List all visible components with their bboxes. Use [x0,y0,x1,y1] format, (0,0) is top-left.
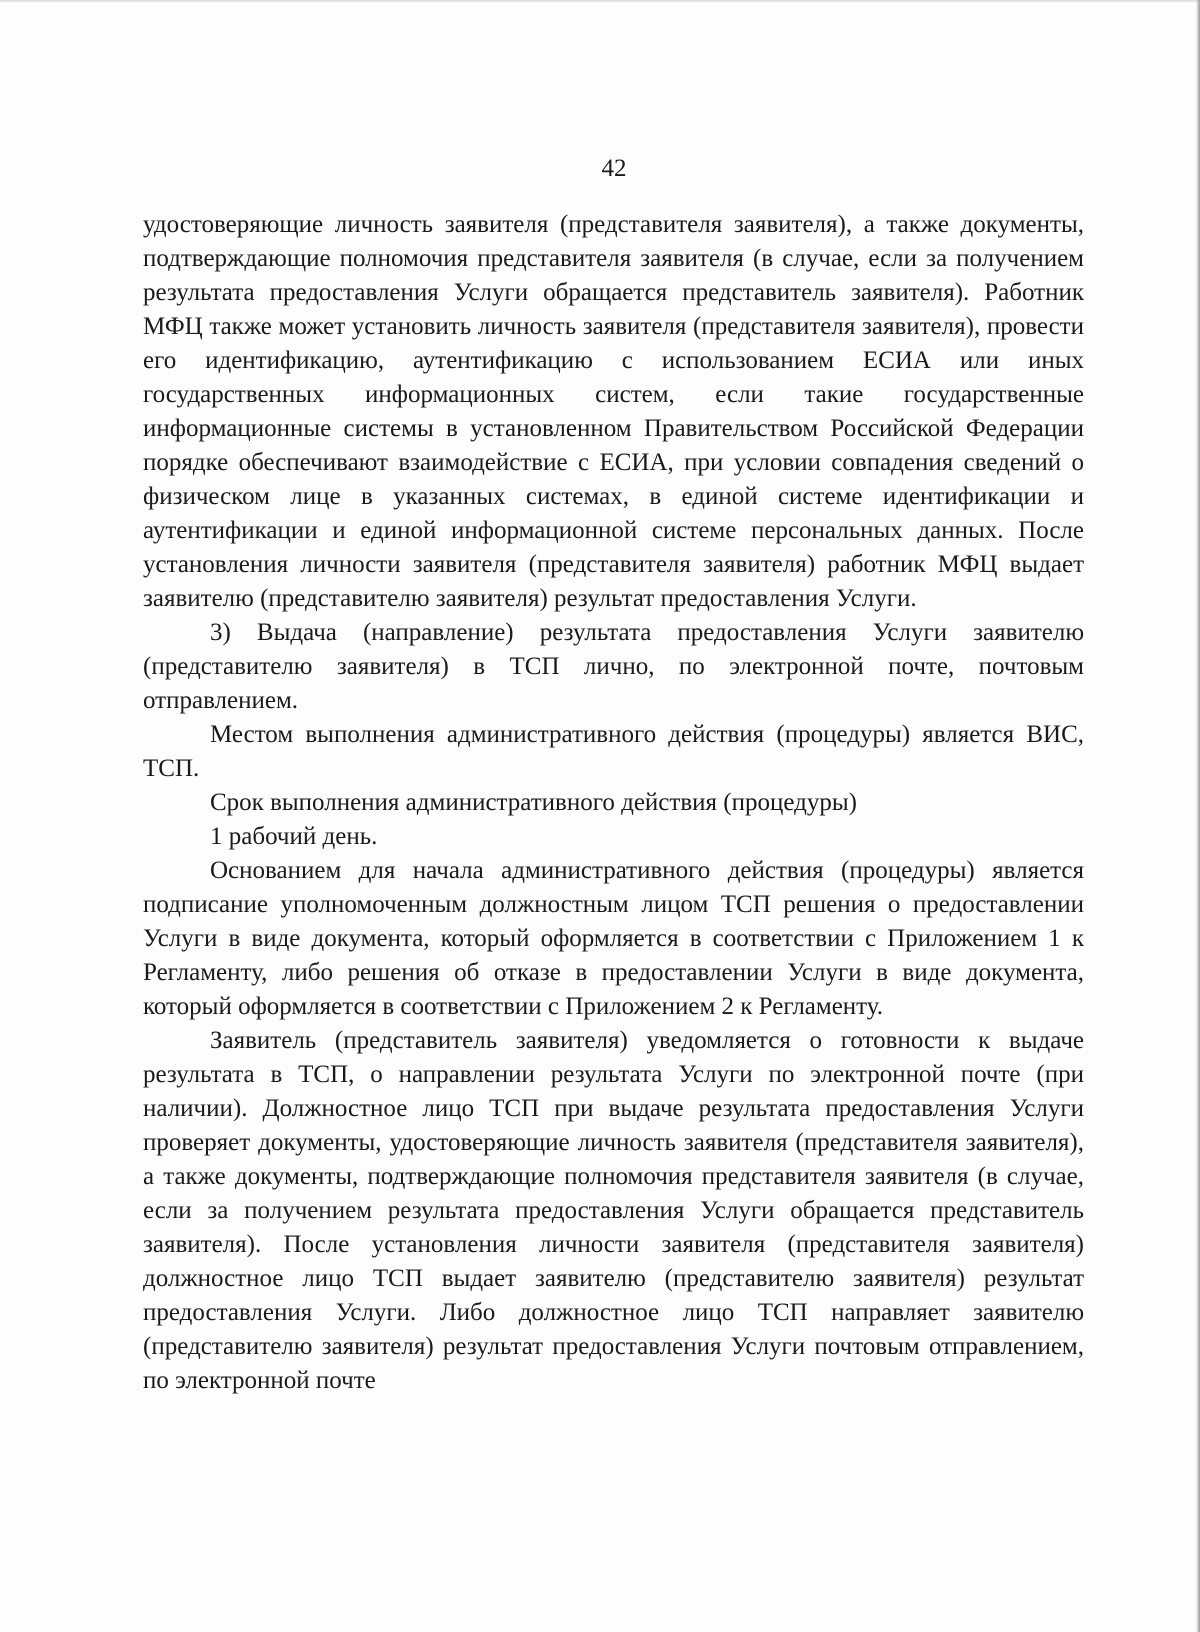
page-number: 42 [601,155,627,182]
paragraph-notification: Заявитель (представитель заявителя) уведомляется о готовности к выдаче результата в ТСП, о направлении результата Услуги по электронной почте (при наличии). Должностное лицо ТСП при выдаче результата предоставления Услуги проверяет документы, удостоверяющие личность заявителя (представителя заявителя), а также документы, подтверждающие полномочия представителя заявителя (в случае, если за получением результата предоставления Услуги обращается представитель заявителя). После установления личности заявителя (представителя заявителя) должностное лицо ТСП выдает заявителю (представителю заявителя) результат предоставления Услуги. Либо должностное лицо ТСП направляет заявителю (представителю заявителя) результат предоставления Услуги почтовым отправлением, по электронной почте [143,1027,1084,1394]
scan-edge-top [0,0,1200,3]
paragraph-term: Срок выполнения административного действия (процедуры) [210,789,857,816]
paragraph-place: Местом выполнения административного действия (процедуры) является ВИС, ТСП. [143,721,1084,782]
scan-edge-right [1196,0,1200,1632]
paragraph-item-3: 3) Выдача (направление) результата предоставления Услуги заявителю (представителю заявителя) в ТСП лично, по электронной почте, почтовым отправлением. [143,619,1084,714]
paragraph-basis: Основанием для начала административного действия (процедуры) является подписание уполномоченным должностным лицом ТСП решения о предоставлении Услуги в виде документа, который оформляется в соответствии с Приложением 1 к Регламенту, либо решения об отказе в предоставлении Услуги в виде документа, который оформляется в соответствии с Приложением 2 к Регламенту. [143,857,1084,1020]
document-body [143,208,1084,1398]
paragraph-continuation: удостоверяющие личность заявителя (представителя заявителя), а также документы, подтверждающие полномочия представителя заявителя (в случае, если за получением результата предоставления Услуги обращается представитель заявителя). Работник МФЦ также может установить личность заявителя (представителя заявителя), провести его идентификацию, аутентификацию с использованием ЕСИА или иных государственных информационных систем, если такие государственные информационные системы в установленном Правительством Российской Федерации порядке обеспечивают взаимодействие с ЕСИА, при условии совпадения сведений о физическом лице в указанных системах, в единой системе идентификации и аутентификации и единой информационной системе персональных данных. После установления личности заявителя (представителя заявителя) работник МФЦ выдает заявителю (представителю заявителя) результат предоставления Услуги. [143,211,1084,612]
paragraph-term-value: 1 рабочий день. [210,823,378,850]
